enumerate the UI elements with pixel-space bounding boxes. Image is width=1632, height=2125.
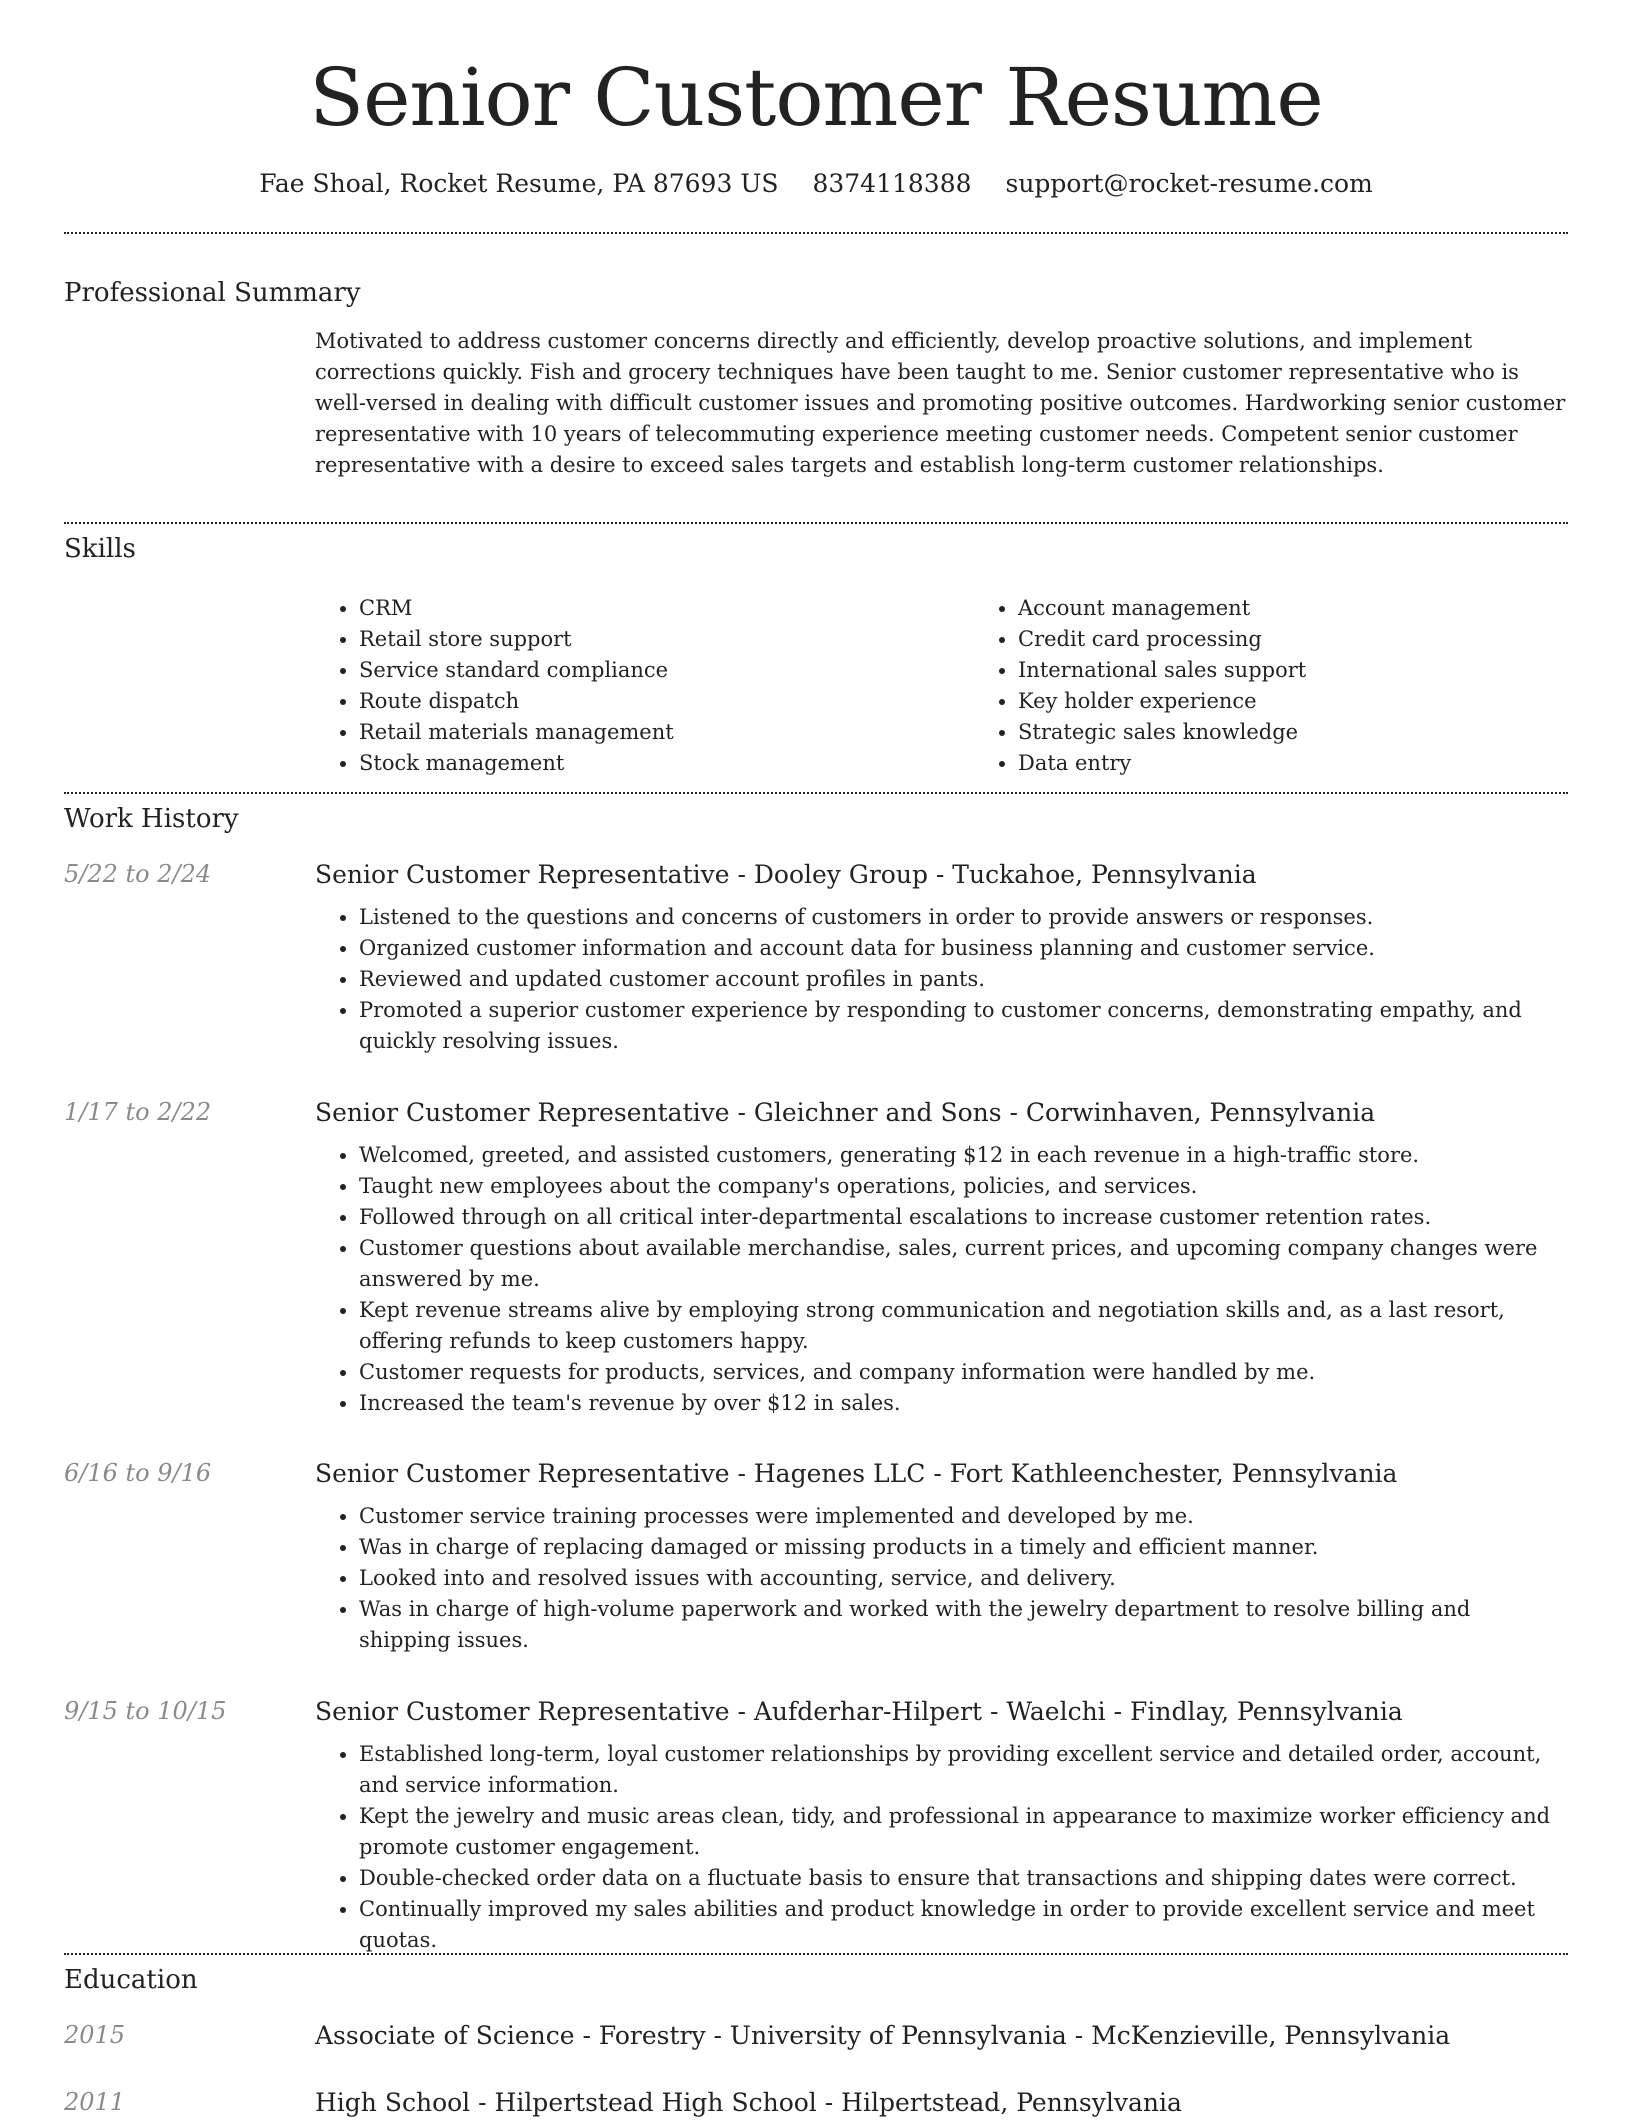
job-heading: Senior Customer Representative - Aufderhar-Hilpert - Waelchi - Findlay, Pennsylvania [315, 1697, 1403, 1726]
job-bullets [315, 902, 1568, 1057]
job-bullets [315, 1501, 1568, 1656]
job-bullet: • Organized customer information and account data for business planning and customer service. [359, 933, 1568, 964]
skill-item: • Account management [1018, 593, 1632, 624]
job-date: 1/17 to 2/22 [64, 1098, 212, 1126]
education-section [64, 1955, 1568, 2125]
contact-email: support@rocket-resume.com [1005, 169, 1373, 198]
job-heading: Senior Customer Representative - Dooley Group - Tuckahoe, Pennsylvania [315, 860, 1257, 889]
job-heading: Senior Customer Representative - Gleichner and Sons - Corwinhaven, Pennsylvania [315, 1098, 1376, 1127]
job-bullet: • Continually improved my sales abilities and product knowledge in order to provide excellent service and meet quotas. [359, 1894, 1568, 1956]
skill-item: • Retail store support [359, 624, 974, 655]
contact-line [64, 169, 1568, 198]
job-bullet: • Kept revenue streams alive by employing strong communication and negotiation skills and, as a last resort, offering refunds to keep customers happy. [359, 1295, 1568, 1357]
job-heading: Senior Customer Representative - Hagenes LLC - Fort Kathleenchester, Pennsylvania [315, 1459, 1398, 1488]
skills-column-right [974, 593, 1632, 779]
job-bullet: • Welcomed, greeted, and assisted customers, generating $12 in each revenue in a high-traffic store. [359, 1140, 1568, 1171]
job-entry [64, 1459, 1568, 1656]
job-bullet: • Taught new employees about the company's operations, policies, and services. [359, 1171, 1568, 1202]
job-bullets [315, 1739, 1568, 1956]
work-history-section [64, 794, 1568, 1953]
education-heading-line: High School - Hilpertstead High School - Hilpertstead, Pennsylvania [315, 2088, 1182, 2117]
skills-heading: Skills [64, 534, 136, 564]
contact-phone: 8374118388 [812, 169, 972, 198]
education-heading-line: Associate of Science - Forestry - University of Pennsylvania - McKenzieville, Pennsylvania [315, 2021, 1451, 2050]
job-bullet: • Customer service training processes were implemented and developed by me. [359, 1501, 1568, 1532]
job-bullet: • Kept the jewelry and music areas clean, tidy, and professional in appearance to maximize worker efficiency and promote customer engagement. [359, 1801, 1568, 1863]
job-bullet: • Established long-term, loyal customer relationships by providing excellent service and detailed order, account, and service information. [359, 1739, 1568, 1801]
skills-section [64, 524, 1568, 792]
resume-page [64, 0, 1568, 2125]
skill-item: • Stock management [359, 748, 974, 779]
skill-item: • Data entry [1018, 748, 1632, 779]
skill-item: • Route dispatch [359, 686, 974, 717]
job-bullet: • Was in charge of replacing damaged or missing products in a timely and efficient manner. [359, 1532, 1568, 1563]
education-entry [64, 2088, 1568, 2117]
summary-section [64, 278, 1568, 522]
job-bullet: • Listened to the questions and concerns of customers in order to provide answers or responses. [359, 902, 1568, 933]
job-bullet: • Followed through on all critical inter-departmental escalations to increase customer retention rates. [359, 1202, 1568, 1233]
job-entry [64, 1697, 1568, 1956]
education-date: 2015 [64, 2021, 126, 2049]
skill-item: • CRM [359, 593, 974, 624]
education-date: 2011 [64, 2088, 126, 2116]
job-date: 6/16 to 9/16 [64, 1459, 212, 1487]
skills-list [315, 593, 1632, 779]
contact-address: Fae Shoal, Rocket Resume, PA 87693 US [259, 169, 779, 198]
job-bullet: • Double-checked order data on a fluctuate basis to ensure that transactions and shipping dates were correct. [359, 1863, 1568, 1894]
skill-item: • Service standard compliance [359, 655, 974, 686]
job-bullet: • Increased the team's revenue by over $12 in sales. [359, 1388, 1568, 1419]
section-divider [64, 232, 1568, 234]
job-bullet: • Looked into and resolved issues with accounting, service, and delivery. [359, 1563, 1568, 1594]
work-history-heading: Work History [64, 804, 239, 834]
job-bullet: • Customer requests for products, services, and company information were handled by me. [359, 1357, 1568, 1388]
skill-item: • Retail materials management [359, 717, 974, 748]
summary-text: Motivated to address customer concerns directly and efficiently, develop proactive solutions, and implement corrections quickly. Fish and grocery techniques have been taught to me. Senior customer representative who is well-versed in dealing with difficult customer issues and promoting positive outcomes. Hardworking senior customer representative with 10 years of telecommuting experience meeting customer needs. Competent senior customer representative with a desire to exceed sales targets and establish long-term customer relationships. [315, 329, 1566, 477]
skill-item: • Credit card processing [1018, 624, 1632, 655]
education-entry [64, 2021, 1568, 2050]
job-bullet: • Was in charge of high-volume paperwork and worked with the jewelry department to resolve billing and shipping issues. [359, 1594, 1568, 1656]
resume-title: Senior Customer Resume [309, 51, 1323, 144]
skills-column-left [315, 593, 974, 779]
job-bullet: • Promoted a superior customer experience by responding to customer concerns, demonstrating empathy, and quickly resolving issues. [359, 995, 1568, 1057]
job-bullets [315, 1140, 1568, 1419]
skill-item: • International sales support [1018, 655, 1632, 686]
job-entry [64, 860, 1568, 1057]
skill-item: • Key holder experience [1018, 686, 1632, 717]
job-date: 9/15 to 10/15 [64, 1697, 227, 1725]
skill-item: • Strategic sales knowledge [1018, 717, 1632, 748]
summary-heading: Professional Summary [64, 278, 361, 308]
job-entry [64, 1098, 1568, 1419]
education-heading: Education [64, 1965, 198, 1995]
job-bullet: • Customer questions about available merchandise, sales, current prices, and upcoming company changes were answered by me. [359, 1233, 1568, 1295]
job-date: 5/22 to 2/24 [64, 860, 212, 888]
job-bullet: • Reviewed and updated customer account profiles in pants. [359, 964, 1568, 995]
